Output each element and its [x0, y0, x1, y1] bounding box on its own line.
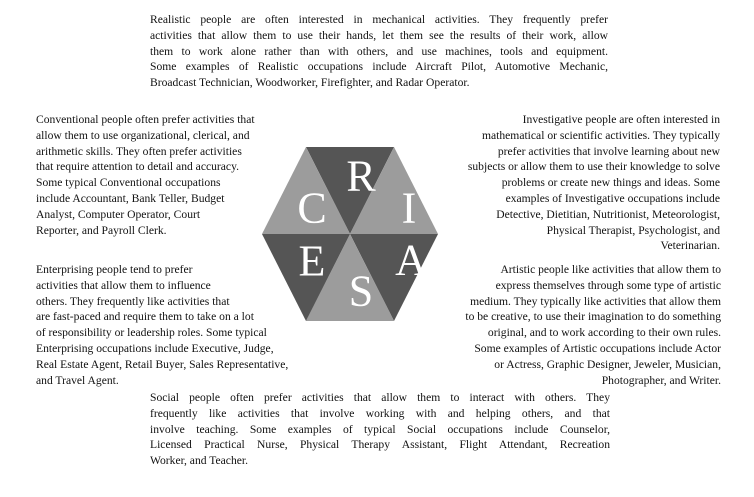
realistic-line: activities that allow them to use their hands, let them see the results of their work, allow	[150, 28, 608, 42]
hex-letter-e: E	[298, 236, 326, 286]
artistic-line: Some examples of Artistic occupations include Actor	[474, 341, 721, 355]
hex-letter-r: R	[346, 151, 376, 201]
conventional-line: arithmetic skills. They often prefer activities	[36, 144, 242, 158]
hex-letter-c: C	[297, 183, 327, 233]
investigative-line: Physical Therapist, Psychologist, and	[546, 223, 720, 237]
artistic-line: Artistic people like activities that allow them to	[500, 263, 721, 276]
realistic-line: Broadcast Technician, Woodworker, Firefighter, and Radar Operator.	[150, 76, 470, 90]
realistic-line: them to work alone rather than with others, and use machines, tools and equipment.	[150, 44, 608, 58]
enterprising-line: Enterprising people tend to prefer	[36, 263, 193, 276]
realistic-line: Some examples of Realistic occupations include Aircraft Pilot, Automotive Mechanic,	[150, 60, 608, 74]
investigative-line: examples of Investigative occupations include	[505, 191, 720, 205]
social-line: Social people often prefer activities that allow them to interact with others. They	[150, 391, 610, 404]
hex-letter-a: A	[395, 235, 427, 285]
conventional-line: Reporter, and Payroll Clerk.	[36, 223, 167, 237]
realistic-description	[150, 12, 608, 91]
enterprising-line: are fast-paced and require them to take on a lot	[36, 310, 254, 324]
conventional-line: Some typical Conventional occupations	[36, 176, 221, 190]
conventional-line: include Accountant, Bank Teller, Budget	[36, 191, 225, 205]
social-line: involve teaching. Some examples of typical Social occupations include Counselor,	[150, 422, 610, 436]
investigative-line: Investigative people are often interested in	[522, 113, 720, 126]
conventional-line: Conventional people often prefer activities that	[36, 113, 255, 126]
hex-letter-i: I	[401, 183, 417, 233]
investigative-line: Veterinarian.	[660, 239, 720, 253]
artistic-line: or Actress, Graphic Designer, Jeweler, Musician,	[494, 357, 721, 371]
social-description	[150, 390, 610, 469]
investigative-line: problems or create new things and ideas. Some	[501, 176, 720, 190]
investigative-line: subjects or allow them to use their knowledge to solve	[467, 160, 720, 174]
conventional-line: Analyst, Computer Operator, Court	[36, 207, 201, 221]
artistic-line: medium. They typically like activities that allow them	[470, 294, 721, 308]
social-line: Licensed Practical Nurse, Physical Therapy Assistant, Flight Attendant, Recreation	[150, 438, 610, 452]
investigative-line: prefer activities that involve learning about new	[497, 144, 720, 158]
enterprising-line: and Travel Agent.	[36, 373, 119, 387]
investigative-description	[428, 112, 720, 254]
riasec-hexagon	[262, 147, 438, 321]
social-line: frequently like activities that involve working with and helping others, and that	[150, 406, 610, 420]
realistic-line: Realistic people are often interested in mechanical activities. They frequently prefer	[150, 13, 608, 26]
investigative-line: mathematical or scientific activities. They typically	[481, 128, 720, 142]
enterprising-line: Enterprising occupations include Executive, Judge,	[36, 341, 274, 355]
artistic-line: to be creative, to use their imagination to do something	[465, 310, 721, 324]
enterprising-line: of responsibility or leadership roles. Some typical	[36, 326, 267, 340]
conventional-line: allow them to use organizational, clerical, and	[36, 128, 250, 142]
social-line: Worker, and Teacher.	[150, 454, 249, 468]
enterprising-line: Real Estate Agent, Retail Buyer, Sales Representative,	[36, 357, 289, 371]
artistic-line: express themselves through some type of artistic	[495, 278, 721, 292]
conventional-line: that require attention to detail and accuracy.	[36, 160, 240, 174]
enterprising-line: others. They frequently like activities that	[36, 294, 230, 308]
enterprising-line: activities that allow them to influence	[36, 278, 211, 292]
artistic-line: original, and to work according to their own rules.	[487, 326, 721, 340]
investigative-line: Detective, Dietitian, Nutritionist, Meteorologist,	[496, 207, 720, 221]
artistic-line: Photographer, and Writer.	[601, 373, 721, 387]
artistic-description	[436, 262, 721, 388]
hex-letter-s: S	[348, 266, 374, 316]
